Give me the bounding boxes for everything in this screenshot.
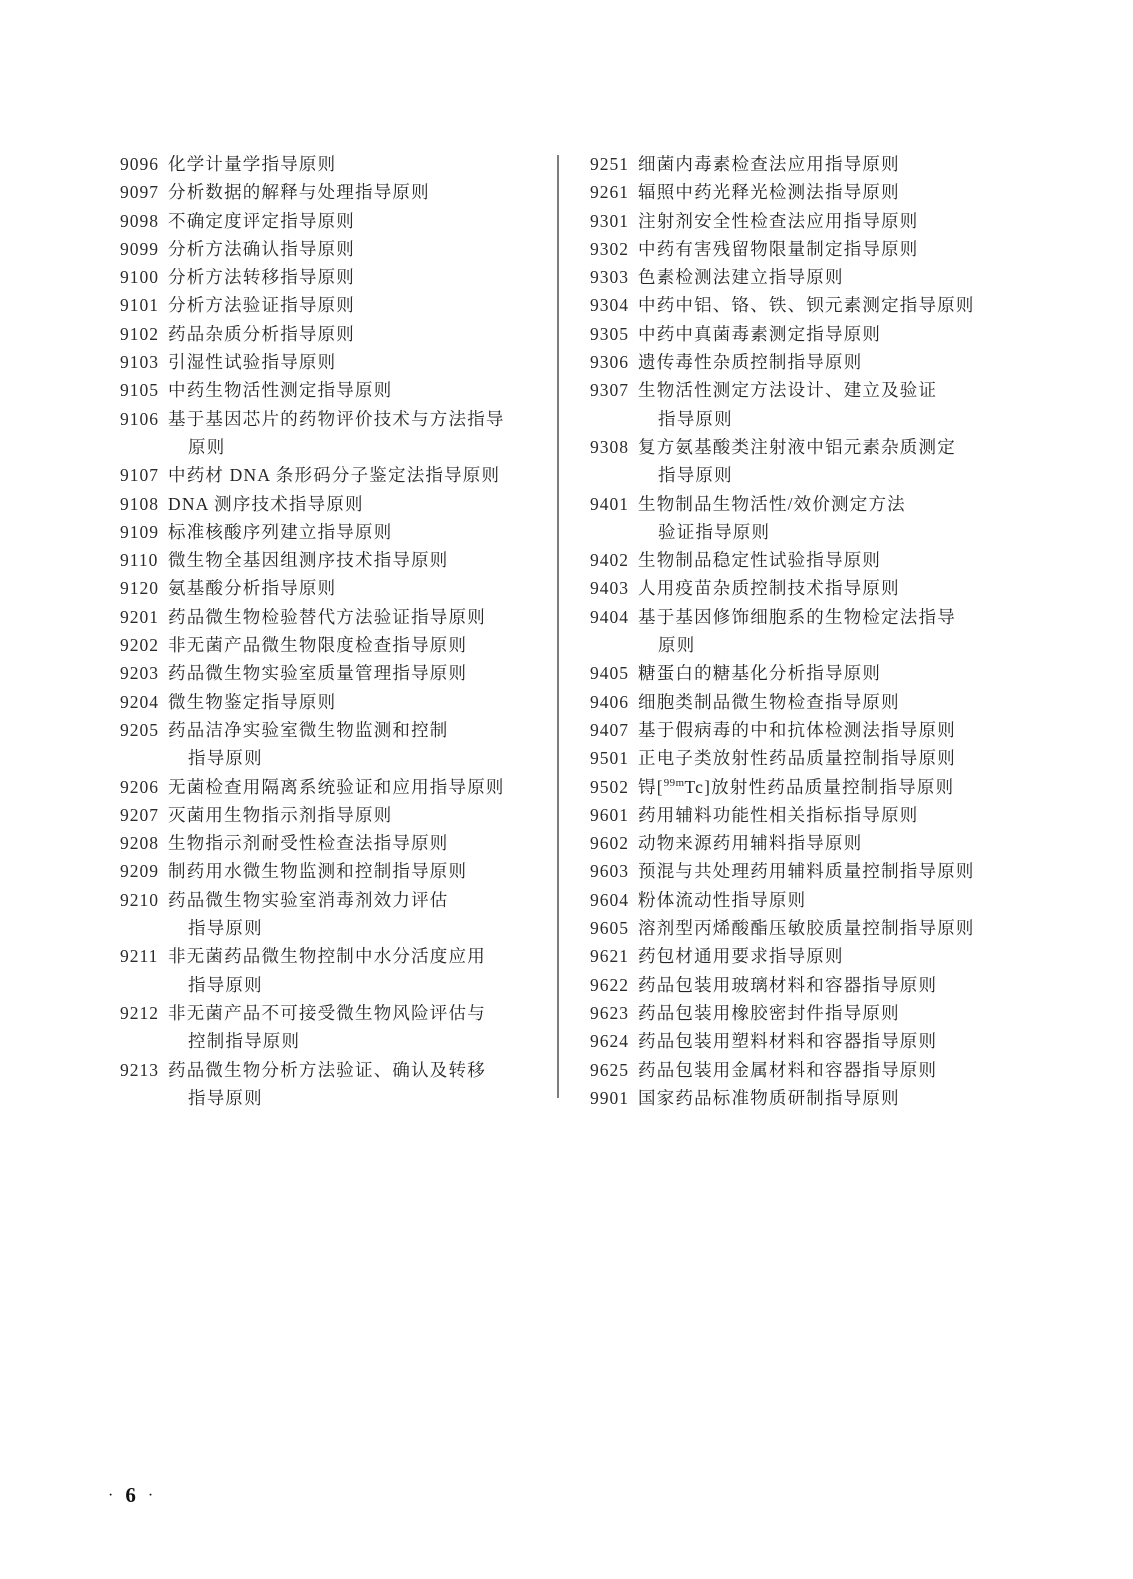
toc-entry-row xyxy=(120,1056,550,1084)
toc-entry-code: 9103 xyxy=(120,352,159,373)
toc-entry xyxy=(590,263,1040,291)
toc-entry-code: 9098 xyxy=(120,210,159,231)
toc-entry xyxy=(120,235,550,263)
toc-entry-code: 9207 xyxy=(120,804,159,825)
toc-entry-code: 9625 xyxy=(590,1059,629,1080)
toc-entry-title: 药品洁净实验室微生物监测和控制 xyxy=(168,719,449,740)
toc-entry-code: 9204 xyxy=(120,691,159,712)
toc-entry-title: 无菌检查用隔离系统验证和应用指导原则 xyxy=(168,776,505,797)
toc-entry-row xyxy=(590,546,1040,574)
toc-entry xyxy=(120,376,550,404)
toc-entry xyxy=(590,773,1040,801)
toc-entry-title: 氨基酸分析指导原则 xyxy=(168,578,337,599)
toc-entry xyxy=(120,178,550,206)
toc-entry-row xyxy=(590,150,1040,178)
toc-entry-code: 9100 xyxy=(120,267,159,288)
toc-entry xyxy=(590,942,1040,970)
toc-entry-title: 预混与共处理药用辅料质量控制指导原则 xyxy=(638,861,975,882)
toc-entry-title: 复方氨基酸类注射液中铝元素杂质测定 xyxy=(638,436,956,457)
toc-entry-title: 非无菌药品微生物控制中水分活度应用 xyxy=(168,946,486,967)
toc-entry-code: 9212 xyxy=(120,1002,159,1023)
toc-entry xyxy=(120,631,550,659)
toc-entry-title: 注射剂安全性检查法应用指导原则 xyxy=(638,210,919,231)
toc-entry-code: 9404 xyxy=(590,606,629,627)
toc-entry xyxy=(120,603,550,631)
toc-entry-code: 9251 xyxy=(590,154,629,174)
toc-entry-title: 细菌内毒素检查法应用指导原则 xyxy=(638,154,900,174)
toc-entry-row xyxy=(590,1027,1040,1055)
toc-entry xyxy=(590,546,1040,574)
toc-entry-code: 9301 xyxy=(590,210,629,231)
toc-entry xyxy=(590,348,1040,376)
toc-entry-row xyxy=(590,574,1040,602)
toc-entry-row xyxy=(590,235,1040,263)
toc-entry-title: 药品包装用金属材料和容器指导原则 xyxy=(638,1059,938,1080)
toc-entry-row xyxy=(590,688,1040,716)
toc-entry-title: 中药生物活性测定指导原则 xyxy=(168,380,393,401)
toc-entry-row xyxy=(590,999,1040,1027)
toc-entry xyxy=(590,574,1040,602)
toc-entry xyxy=(590,829,1040,857)
toc-entry-row xyxy=(120,801,550,829)
toc-entry xyxy=(590,1056,1040,1084)
toc-entry-row xyxy=(120,207,550,235)
toc-entry-title: 人用疫苗杂质控制技术指导原则 xyxy=(638,578,900,599)
toc-entry-code: 9303 xyxy=(590,267,629,288)
toc-entry xyxy=(120,886,550,943)
toc-entry xyxy=(120,801,550,829)
toc-entry xyxy=(590,971,1040,999)
toc-entry-row xyxy=(120,688,550,716)
toc-entry-row xyxy=(590,1056,1040,1084)
toc-entry-title: 引湿性试验指导原则 xyxy=(168,352,337,373)
page-footer xyxy=(108,1483,155,1508)
toc-entry-code: 9213 xyxy=(120,1059,159,1080)
toc-entry-title: 药包材通用要求指导原则 xyxy=(638,946,844,967)
toc-entry-row xyxy=(120,546,550,574)
toc-entry-title: 生物制品生物活性/效价测定方法 xyxy=(638,493,906,514)
toc-entry-code: 9101 xyxy=(120,295,159,316)
toc-entry-title-continuation: 验证指导原则 xyxy=(658,521,771,542)
toc-entry xyxy=(120,518,550,546)
toc-entry-title: 基于基因修饰细胞系的生物检定法指导 xyxy=(638,606,956,627)
toc-entry-row xyxy=(590,829,1040,857)
toc-entry-row xyxy=(590,942,1040,970)
toc-entry-row xyxy=(120,376,550,404)
footer-left-dot: · xyxy=(108,1486,116,1504)
toc-entry xyxy=(120,688,550,716)
toc-entry xyxy=(120,999,550,1056)
toc-entry xyxy=(120,716,550,773)
toc-entry-code: 9209 xyxy=(120,861,159,882)
toc-entry-code: 9205 xyxy=(120,719,159,740)
toc-entry-title: 锝[$^{99m}$Tc]放射性药品质量控制指导原则 xyxy=(638,776,955,797)
toc-entry-code: 9107 xyxy=(120,465,159,486)
toc-entry-row xyxy=(590,178,1040,206)
toc-entry-row xyxy=(120,857,550,885)
toc-entry-code: 9304 xyxy=(590,295,629,316)
toc-entry-title: 遗传毒性杂质控制指导原则 xyxy=(638,352,863,373)
toc-entry xyxy=(120,263,550,291)
isotope-superscript: 99m xyxy=(663,776,685,789)
toc-entry-row xyxy=(590,490,1040,518)
toc-entry-row xyxy=(120,603,550,631)
toc-entry-title-continuation: 原则 xyxy=(658,635,696,656)
toc-entry-title: 标准核酸序列建立指导原则 xyxy=(168,521,393,542)
footer-right-dot: · xyxy=(147,1486,156,1504)
toc-entry xyxy=(590,178,1040,206)
toc-entry-row xyxy=(590,348,1040,376)
toc-entry-title-continuation: 指导原则 xyxy=(658,408,733,429)
toc-entry-title: 粉体流动性指导原则 xyxy=(638,889,807,910)
toc-entry-row xyxy=(590,603,1040,631)
toc-entry-title: 灭菌用生物指示剂指导原则 xyxy=(168,804,393,825)
toc-entry-row xyxy=(120,263,550,291)
toc-entry-title: 溶剂型丙烯酸酯压敏胶质量控制指导原则 xyxy=(638,918,975,939)
toc-entry xyxy=(590,235,1040,263)
toc-entry-row xyxy=(590,914,1040,942)
toc-entry xyxy=(120,829,550,857)
toc-entry-row xyxy=(590,744,1040,772)
toc-entry-row xyxy=(590,376,1040,404)
toc-entry-title: 药品微生物分析方法验证、确认及转移 xyxy=(168,1059,486,1080)
toc-entry-title: 分析数据的解释与处理指导原则 xyxy=(168,182,430,203)
toc-entry-code: 9108 xyxy=(120,493,159,514)
toc-entry-code: 9407 xyxy=(590,719,629,740)
toc-entry-row xyxy=(590,659,1040,687)
toc-entry-title: 药品杂质分析指导原则 xyxy=(168,323,355,344)
toc-entry-title: 非无菌产品微生物限度检查指导原则 xyxy=(168,635,468,656)
toc-entry-code: 9105 xyxy=(120,380,159,401)
toc-entry-row xyxy=(590,857,1040,885)
toc-entry-title: 中药有害残留物限量制定指导原则 xyxy=(638,238,919,259)
toc-entry xyxy=(590,999,1040,1027)
toc-entry-code: 9110 xyxy=(120,550,159,571)
toc-entry-title: 中药材 DNA 条形码分子鉴定法指导原则 xyxy=(168,465,501,486)
toc-entry xyxy=(590,150,1040,178)
toc-entry-row xyxy=(120,291,550,319)
toc-entry-row xyxy=(120,518,550,546)
toc-entry-code: 9624 xyxy=(590,1031,629,1052)
toc-entry-code: 9203 xyxy=(120,663,159,684)
toc-entry-row xyxy=(590,207,1040,235)
toc-entry xyxy=(590,603,1040,660)
toc-entry-row xyxy=(590,773,1040,801)
toc-entry xyxy=(590,320,1040,348)
toc-entry-code: 9603 xyxy=(590,861,629,882)
toc-entry xyxy=(120,857,550,885)
toc-entry-title: 非无菌产品不可接受微生物风险评估与 xyxy=(168,1002,486,1023)
toc-entry-code: 9202 xyxy=(120,635,159,656)
toc-entry xyxy=(590,886,1040,914)
toc-entry-code: 9901 xyxy=(590,1087,629,1108)
toc-entry-row xyxy=(120,235,550,263)
toc-entry-code: 9211 xyxy=(120,946,159,967)
toc-entry-title: 制药用水微生物监测和控制指导原则 xyxy=(168,861,468,882)
toc-entry-title: 药品微生物实验室质量管理指导原则 xyxy=(168,663,468,684)
toc-entry-code: 9106 xyxy=(120,408,159,429)
toc-entry-code: 9602 xyxy=(590,833,629,854)
toc-entry-row xyxy=(120,999,550,1027)
toc-entry-code: 9601 xyxy=(590,804,629,825)
toc-entry xyxy=(590,433,1040,490)
toc-entry-title-continuation: 指导原则 xyxy=(188,1087,263,1108)
toc-entry xyxy=(590,857,1040,885)
toc-entry xyxy=(590,376,1040,433)
toc-entry xyxy=(590,490,1040,547)
toc-entry-title-continuation: 指导原则 xyxy=(188,974,263,995)
toc-entry-row xyxy=(120,773,550,801)
toc-entry-title-continuation: 指导原则 xyxy=(658,465,733,486)
toc-entry-code: 9403 xyxy=(590,578,629,599)
toc-entry-row xyxy=(120,320,550,348)
toc-entry-code: 9402 xyxy=(590,550,629,571)
toc-entry-row xyxy=(120,461,550,489)
toc-entry xyxy=(120,405,550,462)
toc-entry-row xyxy=(120,178,550,206)
toc-entry-code: 9605 xyxy=(590,918,629,939)
toc-entry-title: 中药中铝、铬、铁、钡元素测定指导原则 xyxy=(638,295,975,316)
toc-entry-title: 辐照中药光释光检测法指导原则 xyxy=(638,182,900,203)
toc-entry xyxy=(590,744,1040,772)
toc-entry xyxy=(120,291,550,319)
toc-entry-code: 9261 xyxy=(590,182,629,203)
toc-entry-title: 生物指示剂耐受性检查法指导原则 xyxy=(168,833,449,854)
toc-entry xyxy=(120,574,550,602)
toc-entry-code: 9201 xyxy=(120,606,159,627)
toc-entry-title-continuation: 指导原则 xyxy=(188,748,263,769)
toc-entry-code: 9307 xyxy=(590,380,629,401)
toc-entry-row xyxy=(590,291,1040,319)
toc-entry xyxy=(120,207,550,235)
toc-entry xyxy=(590,659,1040,687)
toc-entry-code: 9208 xyxy=(120,833,159,854)
toc-entry-title: 不确定度评定指导原则 xyxy=(168,210,355,231)
toc-entry-title: 药品包装用橡胶密封件指导原则 xyxy=(638,1002,900,1023)
toc-entry-title: 化学计量学指导原则 xyxy=(168,154,337,174)
toc-entry-code: 9302 xyxy=(590,238,629,259)
toc-entry-title: 微生物全基因组测序技术指导原则 xyxy=(168,550,449,571)
toc-entry-code: 9109 xyxy=(120,521,159,542)
toc-entry xyxy=(120,773,550,801)
toc-entry xyxy=(590,801,1040,829)
toc-entry-row xyxy=(120,574,550,602)
toc-entry-code: 9102 xyxy=(120,323,159,344)
toc-entry-code: 9401 xyxy=(590,493,629,514)
toc-entry-code: 9097 xyxy=(120,182,159,203)
toc-entry xyxy=(590,1084,1040,1112)
toc-entry xyxy=(120,942,550,999)
toc-entry-title: 药品包装用塑料材料和容器指导原则 xyxy=(638,1031,938,1052)
toc-entry-code: 9501 xyxy=(590,748,629,769)
toc-entry-title: 国家药品标准物质研制指导原则 xyxy=(638,1087,900,1108)
toc-entry-title: 药品包装用玻璃材料和容器指导原则 xyxy=(638,974,938,995)
toc-entry-code: 9120 xyxy=(120,578,159,599)
toc-entry xyxy=(590,207,1040,235)
toc-entry xyxy=(590,914,1040,942)
toc-entry xyxy=(120,348,550,376)
toc-entry-row xyxy=(120,716,550,744)
toc-entry xyxy=(590,688,1040,716)
toc-entry-code: 9621 xyxy=(590,946,629,967)
toc-entry xyxy=(590,1027,1040,1055)
page-number: 6 xyxy=(125,1483,138,1507)
toc-entry-title: 动物来源药用辅料指导原则 xyxy=(638,833,863,854)
toc-entry-row xyxy=(120,659,550,687)
toc-entry xyxy=(120,461,550,489)
toc-entry-code: 9406 xyxy=(590,691,629,712)
toc-entry-title: 微生物鉴定指导原则 xyxy=(168,691,337,712)
toc-entry-title: 生物活性测定方法设计、建立及验证 xyxy=(638,380,938,401)
toc-entry-title: 生物制品稳定性试验指导原则 xyxy=(638,550,882,571)
toc-entry-code: 9502 xyxy=(590,776,629,797)
toc-entry-title: 分析方法确认指导原则 xyxy=(168,238,355,259)
toc-entry xyxy=(120,659,550,687)
toc-entry xyxy=(590,291,1040,319)
toc-entry-title: 色素检测法建立指导原则 xyxy=(638,267,844,288)
toc-entry-title: 中药中真菌毒素测定指导原则 xyxy=(638,323,882,344)
toc-entry-title: 细胞类制品微生物检查指导原则 xyxy=(638,691,900,712)
toc-entry-code: 9308 xyxy=(590,436,629,457)
toc-entry-title: 基于假病毒的中和抗体检测法指导原则 xyxy=(638,719,956,740)
toc-entry-title: 基于基因芯片的药物评价技术与方法指导 xyxy=(168,408,505,429)
toc-entry-row xyxy=(590,971,1040,999)
toc-entry xyxy=(120,150,550,178)
toc-entry-row xyxy=(120,348,550,376)
toc-entry xyxy=(120,1056,550,1113)
toc-entry-row xyxy=(120,631,550,659)
toc-entry-code: 9096 xyxy=(120,154,159,174)
toc-entry-code: 9405 xyxy=(590,663,629,684)
toc-entry-row xyxy=(590,716,1040,744)
toc-entry-code: 9306 xyxy=(590,352,629,373)
column-divider-rule xyxy=(557,155,559,1098)
toc-entry-row xyxy=(590,886,1040,914)
toc-left-column xyxy=(120,150,550,1112)
toc-entry-title: 药品微生物检验替代方法验证指导原则 xyxy=(168,606,486,627)
toc-entry-code: 9206 xyxy=(120,776,159,797)
toc-entry-title-continuation: 控制指导原则 xyxy=(188,1031,301,1052)
toc-entry-row xyxy=(120,886,550,914)
toc-entry-title: 药用辅料功能性相关指标指导原则 xyxy=(638,804,919,825)
toc-entry-row xyxy=(590,263,1040,291)
toc-entry-row xyxy=(120,405,550,433)
toc-entry xyxy=(120,546,550,574)
toc-entry-row xyxy=(120,942,550,970)
toc-entry-title: 分析方法转移指导原则 xyxy=(168,267,355,288)
toc-entry-row xyxy=(120,150,550,178)
toc-entry-row xyxy=(120,829,550,857)
toc-entry-code: 9099 xyxy=(120,238,159,259)
toc-entry-row xyxy=(590,433,1040,461)
toc-entry-title: 正电子类放射性药品质量控制指导原则 xyxy=(638,748,956,769)
toc-entry-row xyxy=(120,490,550,518)
toc-entry-code: 9622 xyxy=(590,974,629,995)
toc-entry-code: 9305 xyxy=(590,323,629,344)
toc-right-column xyxy=(590,150,1040,1112)
toc-entry-title: 药品微生物实验室消毒剂效力评估 xyxy=(168,889,449,910)
toc-entry-row xyxy=(590,801,1040,829)
toc-entry-code: 9623 xyxy=(590,1002,629,1023)
toc-entry-title-continuation: 原则 xyxy=(188,436,226,457)
toc-entry-title: 分析方法验证指导原则 xyxy=(168,295,355,316)
toc-entry-row xyxy=(590,320,1040,348)
toc-entry xyxy=(120,320,550,348)
toc-entry-title: 糖蛋白的糖基化分析指导原则 xyxy=(638,663,882,684)
toc-entry xyxy=(120,490,550,518)
toc-entry-row xyxy=(590,1084,1040,1112)
toc-entry-title-continuation: 指导原则 xyxy=(188,918,263,939)
toc-entry xyxy=(590,716,1040,744)
toc-entry-code: 9210 xyxy=(120,889,159,910)
toc-entry-code: 9604 xyxy=(590,889,629,910)
toc-entry-title: DNA 测序技术指导原则 xyxy=(168,493,364,514)
